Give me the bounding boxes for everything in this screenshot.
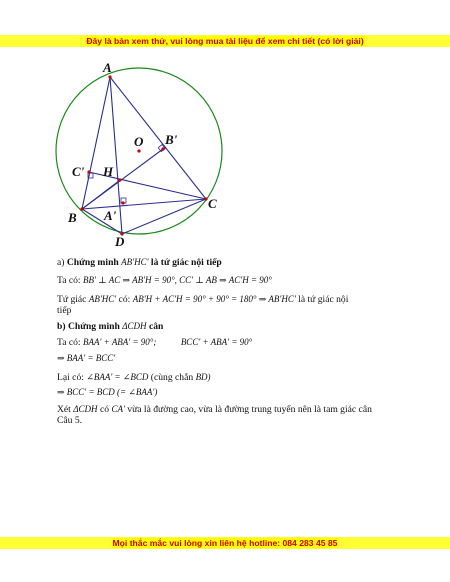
point-bp [161,147,164,150]
point-h [118,178,121,181]
side-ab [82,77,110,209]
point-a [108,75,111,78]
label-c: C [208,196,217,211]
part-a-heading: a) Chứng minh AB'HC' là tứ giác nội tiếp [57,257,222,268]
preview-banner-text: Đây là bản xem thử, vui lòng mua tài liệu để xem chi tiết (có lời giải) [86,36,364,46]
part-b-heading: b) Chứng minh ΔCDH cân [57,321,164,332]
line-3b: tiếp [57,305,72,316]
label-ap: A' [104,208,117,223]
hotline-banner-text: Mọi thắc mắc vui lòng xin liên hệ hotline: 084 283 45 85 [112,538,338,548]
label-o: O [134,134,144,149]
point-cp [87,170,90,173]
line-2: Ta có: BB' ⊥ AC ⇒ AB'H = 90°, CC' ⊥ AB ⇒ AC'H = 90° [57,275,272,286]
line-9: Xét ΔCDH có CA' vừa là đường cao, vừa là đường trung tuyến nên là tam giác cân [57,404,372,415]
label-d: D [115,234,125,249]
line-8: ⇒ BCC' = BCD (= ∠BAA') [57,387,158,397]
label-a: A [103,60,112,75]
point-o [137,149,140,152]
line-3: Tứ giác AB'HC' có: AB'H + AC'H = 90° + 90° = 180° ⇒ AB'HC' là tứ giác nội [57,294,349,305]
label-cp: C' [72,164,85,179]
point-b [80,207,83,210]
line-7: Lại có: ∠BAA' = ∠BCD (cùng chắn BD) [57,372,211,383]
question-5-heading: Câu 5. [57,415,83,426]
point-ap [121,201,124,204]
side-bc [82,199,206,209]
label-b: B [68,210,77,225]
hotline-banner [0,537,450,549]
line-5: Ta có: BAA' + ABA' = 90°; BCC' + ABA' = 90° [57,337,253,348]
line-6: ⇒ BAA' = BCC' [57,353,116,363]
label-h: H [103,164,114,179]
label-bp: B' [165,132,178,147]
